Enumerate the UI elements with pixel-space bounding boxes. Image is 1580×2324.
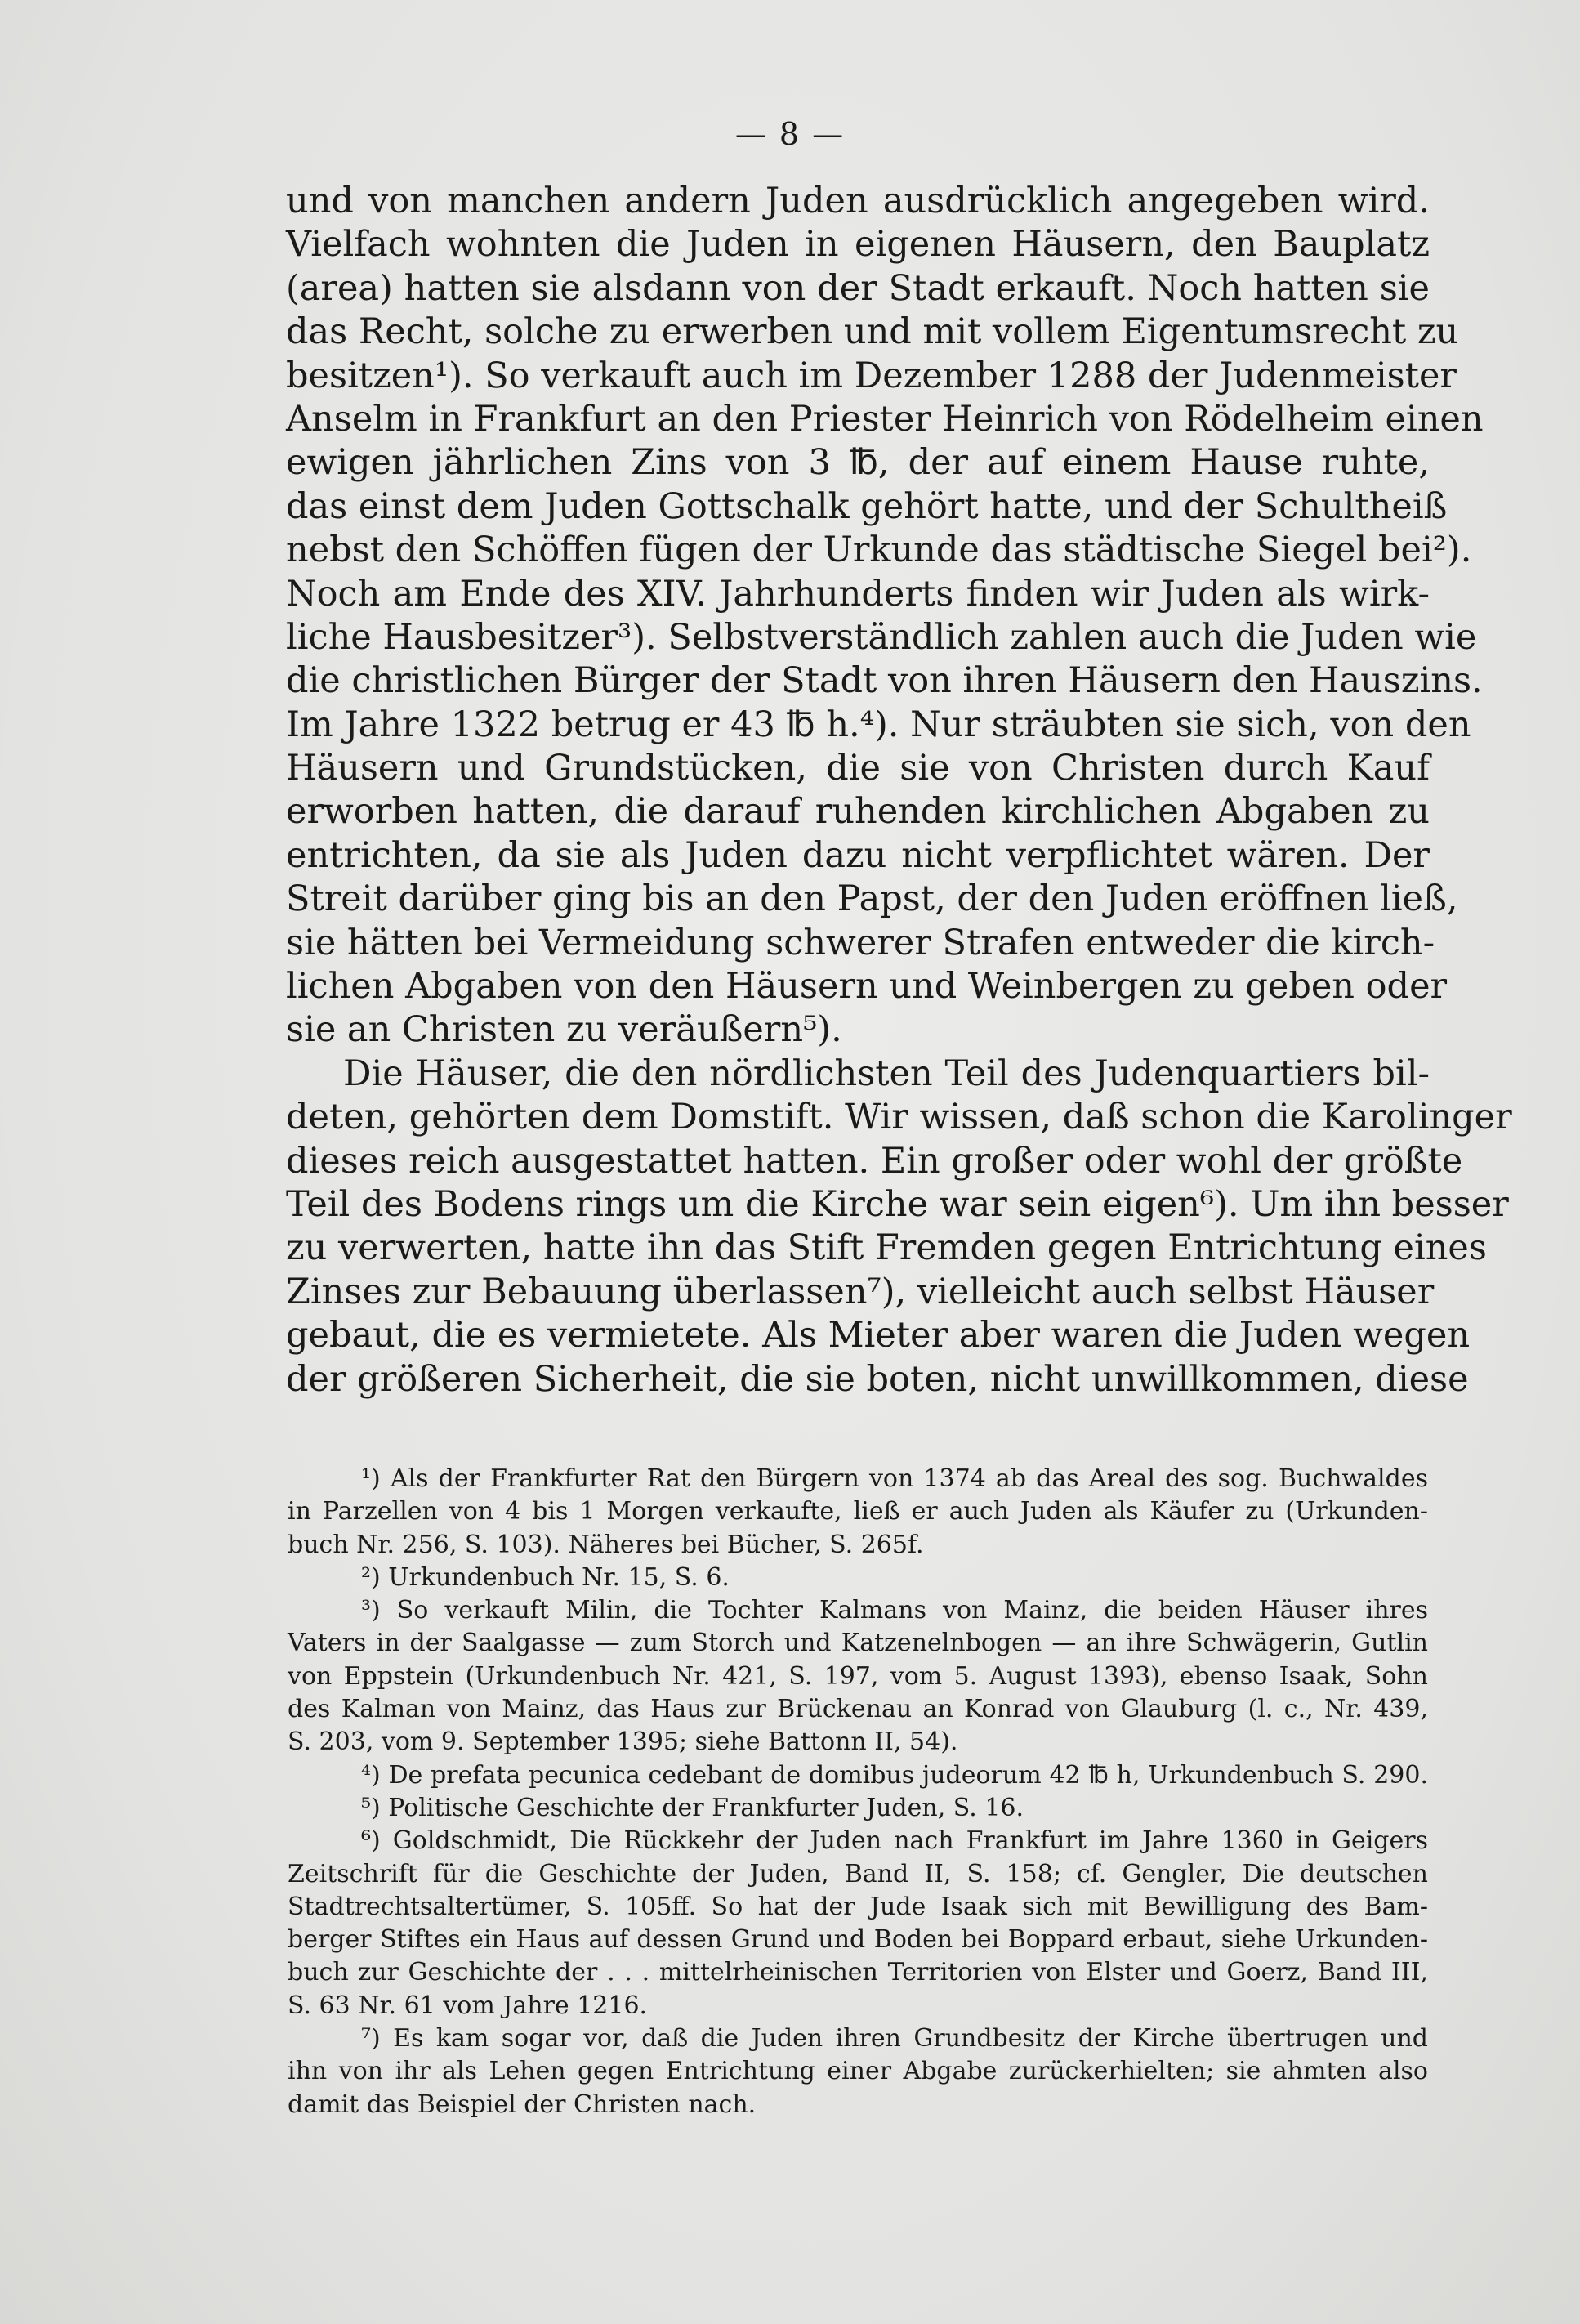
body-line: nebst den Schöffen fügen der Urkunde das städtische Siegel bei²). <box>286 530 1472 571</box>
footnote-line: S. 203, vom 9. September 1395; siehe Battonn II, 54). <box>288 1727 958 1757</box>
body-line: lichen Abgaben von den Häusern und Weinbergen zu geben oder <box>286 966 1448 1008</box>
body-line: Streit darüber ging bis an den Papst, der den Juden eröffnen ließ, <box>286 878 1458 920</box>
body-line: das einst dem Juden Gottschalk gehört hatte, und der Schultheiß <box>286 485 1448 527</box>
footnotes <box>288 1463 1428 2121</box>
body-line: besitzen¹). So verkauft auch im Dezember 1288 der Judenmeister <box>286 355 1457 396</box>
body-line: liche Hausbesitzer³). Selbstverständlich zahlen auch die Juden wie <box>286 616 1477 658</box>
footnote-line: ¹) Als der Frankfurter Rat den Bürgern von 1374 ab das Areal des sog. Buchwaldes <box>361 1464 1428 1493</box>
body-line: das Recht, solche zu erwerben und mit vollem Eigentumsrecht zu <box>286 311 1459 353</box>
body-line: dieses reich ausgestattet hatten. Ein großer oder wohl der größte <box>286 1140 1463 1182</box>
footnote-line: Vaters in der Saalgasse — zum Storch und Katzenelnbogen — an ihre Schwägerin, Gutlin <box>288 1629 1428 1658</box>
body-text <box>286 180 1512 1401</box>
footnote-line: des Kalman von Mainz, das Haus zur Brückenau an Konrad von Glauburg (l. c., Nr. 439, <box>288 1695 1428 1724</box>
footnote-line: ihn von ihr als Lehen gegen Entrichtung einer Abgabe zurückerhielten; sie ahmten also <box>288 2057 1428 2086</box>
body-line: deten, gehörten dem Domstift. Wir wissen, daß schon die Karolinger <box>286 1097 1512 1138</box>
body-line: Teil des Bodens rings um die Kirche war sein eigen⁶). Um ihn besser <box>286 1183 1509 1225</box>
footnote-line: ²) Urkundenbuch Nr. 15, S. 6. <box>361 1562 730 1592</box>
body-line: ewigen jährlichen Zins von 3 ℔, der auf einem Hause ruhte, <box>286 442 1430 484</box>
footnote-line: Stadtrechtsaltertümer, S. 105ff. So hat der Jude Isaak sich mit Bewilligung des Bam- <box>288 1892 1428 1921</box>
body-line: gebaut, die es vermietete. Als Mieter aber waren die Juden wegen <box>286 1315 1471 1356</box>
body-line: (area) hatten sie alsdann von der Stadt erkauft. Noch hatten sie <box>286 267 1430 309</box>
footnote-line: buch zur Geschichte der . . . mittelrheinischen Territorien von Elster und Goerz, Band III, <box>288 1958 1428 1987</box>
footnote-line: berger Stiftes ein Haus auf dessen Grund und Boden bei Boppard erbaut, siehe Urkunden- <box>288 1925 1428 1955</box>
footnote-line: ⁷) Es kam sogar vor, daß die Juden ihren Grundbesitz der Kirche übertrugen und <box>361 2024 1428 2054</box>
page-number: — 8 — <box>734 116 846 152</box>
body-line: zu verwerten, hatte ihn das Stift Fremden gegen Entrichtung eines <box>286 1227 1487 1269</box>
footnote-line: ⁴) De prefata pecunica cedebant de domibus judeorum 42 ℔ h, Urkundenbuch S. 290. <box>361 1760 1428 1790</box>
body-line: Im Jahre 1322 betrug er 43 ℔ h.⁴). Nur sträubten sie sich, von den <box>286 704 1471 745</box>
footnote-line: S. 63 Nr. 61 vom Jahre 1216. <box>288 1991 648 2020</box>
body-line: Zinses zur Bebauung überlassen⁷), vielleicht auch selbst Häuser <box>286 1271 1435 1312</box>
footnote-line: in Parzellen von 4 bis 1 Morgen verkaufte, ließ er auch Juden als Käufer zu (Urkunden- <box>288 1497 1428 1526</box>
body-line: Häusern und Grundstücken, die sie von Christen durch Kauf <box>286 748 1430 789</box>
body-line: Die Häuser, die den nördlichsten Teil des Judenquartiers bil- <box>343 1053 1430 1094</box>
body-line: entrichten, da sie als Juden dazu nicht verpflichtet wären. Der <box>286 834 1430 876</box>
body-line: erworben hatten, die darauf ruhenden kirchlichen Abgaben zu <box>286 791 1430 833</box>
body-line: sie an Christen zu veräußern⁵). <box>286 1009 842 1051</box>
body-line: der größeren Sicherheit, die sie boten, nicht unwillkommen, diese <box>286 1358 1469 1400</box>
body-line: die christlichen Bürger der Stadt von ihren Häusern den Hauszins. <box>286 660 1483 702</box>
body-line: Noch am Ende des XIV. Jahrhunderts finden wir Juden als wirk- <box>286 573 1430 615</box>
footnote-line: Zeitschrift für die Geschichte der Juden, Band II, S. 158; cf. Gengler, Die deutschen <box>288 1859 1428 1888</box>
footnote-line: buch Nr. 256, S. 103). Näheres bei Bücher, S. 265f. <box>288 1530 924 1559</box>
body-line: Anselm in Frankfurt an den Priester Heinrich von Rödelheim einen <box>286 398 1484 440</box>
footnote-line: ⁶) Goldschmidt, Die Rückkehr der Juden nach Frankfurt im Jahre 1360 in Geigers <box>361 1826 1428 1856</box>
body-line: und von manchen andern Juden ausdrücklich angegeben wird. <box>286 181 1430 221</box>
footnote-line: ⁵) Politische Geschichte der Frankfurter Juden, S. 16. <box>361 1793 1024 1822</box>
footnote-line: damit das Beispiel der Christen nach. <box>288 2089 757 2119</box>
footnote-line: ³) So verkauft Milin, die Tochter Kalmans von Mainz, die beiden Häuser ihres <box>361 1596 1428 1625</box>
body-line: Vielfach wohnten die Juden in eigenen Häusern, den Bauplatz <box>286 224 1430 266</box>
body-line: sie hätten bei Vermeidung schwerer Strafen entweder die kirch- <box>286 922 1435 963</box>
footnote-line: von Eppstein (Urkundenbuch Nr. 421, S. 197, vom 5. August 1393), ebenso Isaak, Sohn <box>288 1661 1428 1691</box>
